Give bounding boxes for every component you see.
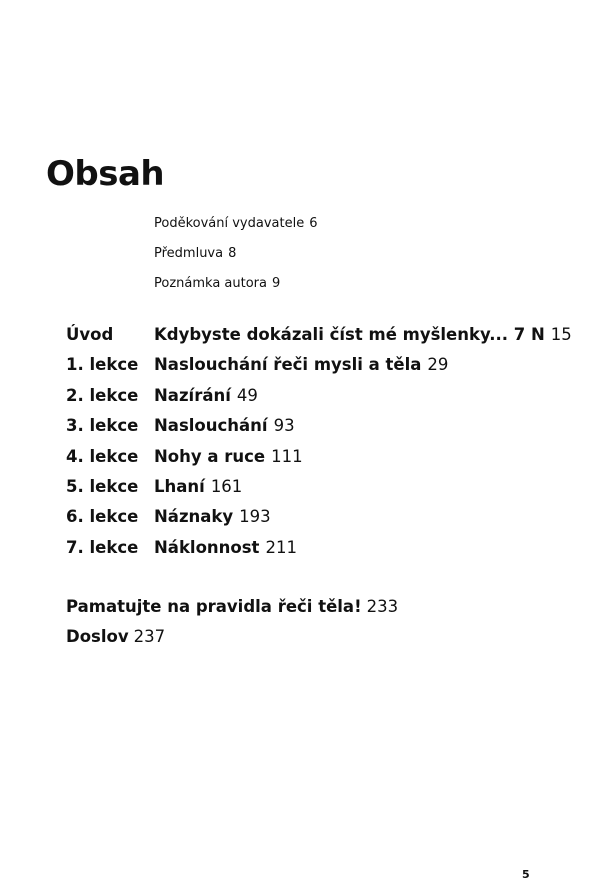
front-matter-item [154, 274, 318, 304]
back-matter-item [66, 594, 398, 624]
chapter-title: Naslouchání [154, 416, 268, 436]
chapter-page: 211 [265, 537, 297, 557]
chapter-title: Náklonnost [154, 537, 260, 557]
chapter-row [66, 474, 572, 504]
chapter-page: 193 [239, 507, 271, 527]
chapter-page: 111 [271, 446, 303, 466]
chapter-title: Naslouchání řeči mysli a těla [154, 355, 422, 375]
chapter-label: 4. lekce [66, 446, 139, 466]
front-matter-page: 9 [272, 276, 281, 291]
back-matter-title: Pamatujte na pravidla řeči těla! [66, 597, 362, 616]
chapter-title: Nazírání [154, 385, 231, 405]
chapter-page: 161 [210, 476, 243, 496]
chapter-page: 49 [236, 385, 258, 405]
chapter-row [66, 535, 572, 565]
back-matter-list [66, 594, 398, 654]
front-matter-label: Poděkování vydavatele [154, 216, 305, 231]
chapter-page: 29 [427, 355, 449, 375]
front-matter-page: 8 [228, 246, 237, 261]
chapter-row [66, 383, 572, 413]
back-matter-item [66, 624, 398, 654]
chapter-page: 93 [273, 416, 295, 436]
back-matter-page: 233 [366, 597, 399, 616]
chapter-row [66, 352, 572, 382]
chapter-row [66, 413, 572, 443]
chapter-label: 3. lekce [66, 416, 139, 436]
front-matter-page: 6 [309, 216, 318, 231]
front-matter-item [154, 214, 318, 244]
chapter-label: Úvod [66, 325, 114, 344]
chapter-title: Náznaky [154, 507, 234, 527]
chapter-label: 5. lekce [66, 476, 139, 496]
page-title: Obsah [46, 154, 165, 194]
chapter-title: Lhaní [154, 476, 205, 496]
chapter-title: Nohy a ruce [154, 446, 266, 466]
chapter-label: 1. lekce [66, 355, 139, 375]
chapter-label: 7. lekce [66, 537, 139, 557]
chapter-label: 2. lekce [66, 385, 139, 405]
chapter-page: 15 [550, 325, 572, 344]
back-matter-title: Doslov [66, 627, 129, 646]
front-matter-label: Poznámka autora [154, 276, 267, 291]
front-matter-list [154, 214, 318, 304]
front-matter-item [154, 244, 318, 274]
front-matter-label: Předmluva [154, 246, 224, 261]
chapter-row [66, 444, 572, 474]
chapter-label: 6. lekce [66, 507, 139, 527]
chapter-list [66, 322, 572, 565]
back-matter-page: 237 [133, 627, 166, 646]
chapter-title: Kdybyste dokázali číst mé myšlenky... 7 N [154, 325, 545, 344]
page-number: 5 [522, 868, 530, 881]
chapter-row [66, 322, 572, 352]
chapter-row [66, 504, 572, 534]
